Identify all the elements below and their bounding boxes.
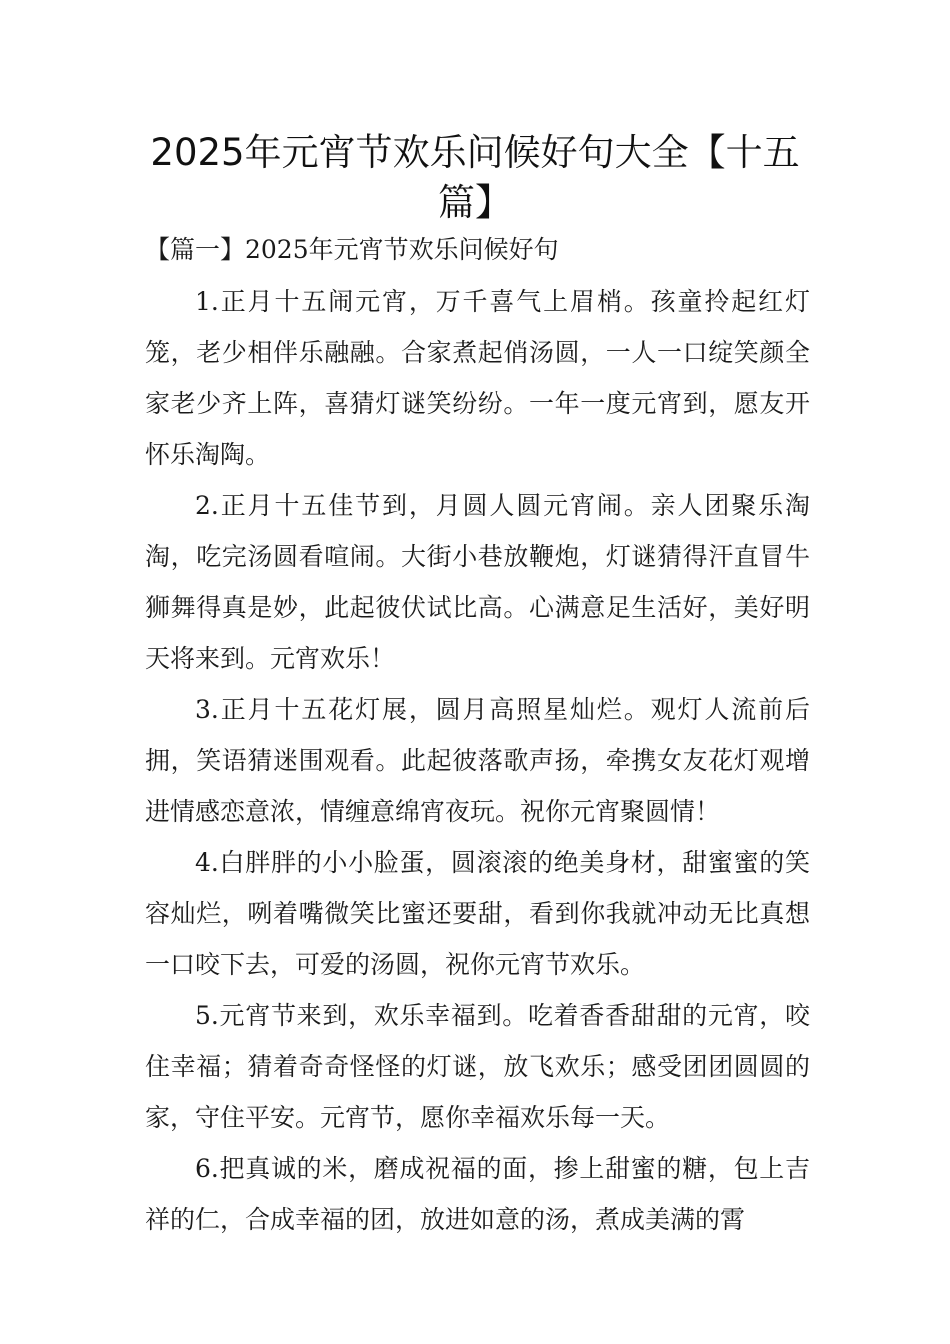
paragraph-3: 3.正月十五花灯展，圆月高照星灿烂。观灯人流前后拥，笑语猜迷围观看。此起彼落歌声扬，牵携女友花灯观增进情感恋意浓，情缠意绵宵夜玩。祝你元宵聚圆情！	[145, 695, 810, 826]
paragraph-1: 1.正月十五闹元宵，万千喜气上眉梢。孩童拎起红灯笼，老少相伴乐融融。合家煮起俏汤圆，一人一口绽笑颜全家老少齐上阵，喜猜灯谜笑纷纷。一年一度元宵到，愿友开怀乐淘陶。	[145, 287, 810, 469]
paragraph-6: 6.把真诚的米，磨成祝福的面，掺上甜蜜的糖，包上吉祥的仁，合成幸福的团，放进如意的汤，煮成美满的霄	[145, 1154, 810, 1234]
document-body	[145, 232, 810, 1245]
paragraph-2: 2.正月十五佳节到，月圆人圆元宵闹。亲人团聚乐淘淘，吃完汤圆看喧闹。大街小巷放鞭炮，灯谜猜得汗直冒牛狮舞得真是妙，此起彼伏试比高。心满意足生活好，美好明天将来到。元宵欢乐！	[145, 491, 810, 673]
document-title: 2025年元宵节欢乐问候好句大全【十五篇】	[150, 131, 800, 224]
paragraph-4: 4.白胖胖的小小脸蛋，圆滚滚的绝美身材，甜蜜蜜的笑容灿烂，咧着嘴微笑比蜜还要甜，看到你我就冲动无比真想一口咬下去，可爱的汤圆，祝你元宵节欢乐。	[145, 848, 810, 979]
paragraph-5: 5.元宵节来到，欢乐幸福到。吃着香香甜甜的元宵，咬住幸福；猜着奇奇怪怪的灯谜，放飞欢乐；感受团团圆圆的家，守住平安。元宵节，愿你幸福欢乐每一天。	[145, 1001, 810, 1132]
section-heading: 【篇一】2025年元宵节欢乐问候好句	[145, 235, 559, 264]
